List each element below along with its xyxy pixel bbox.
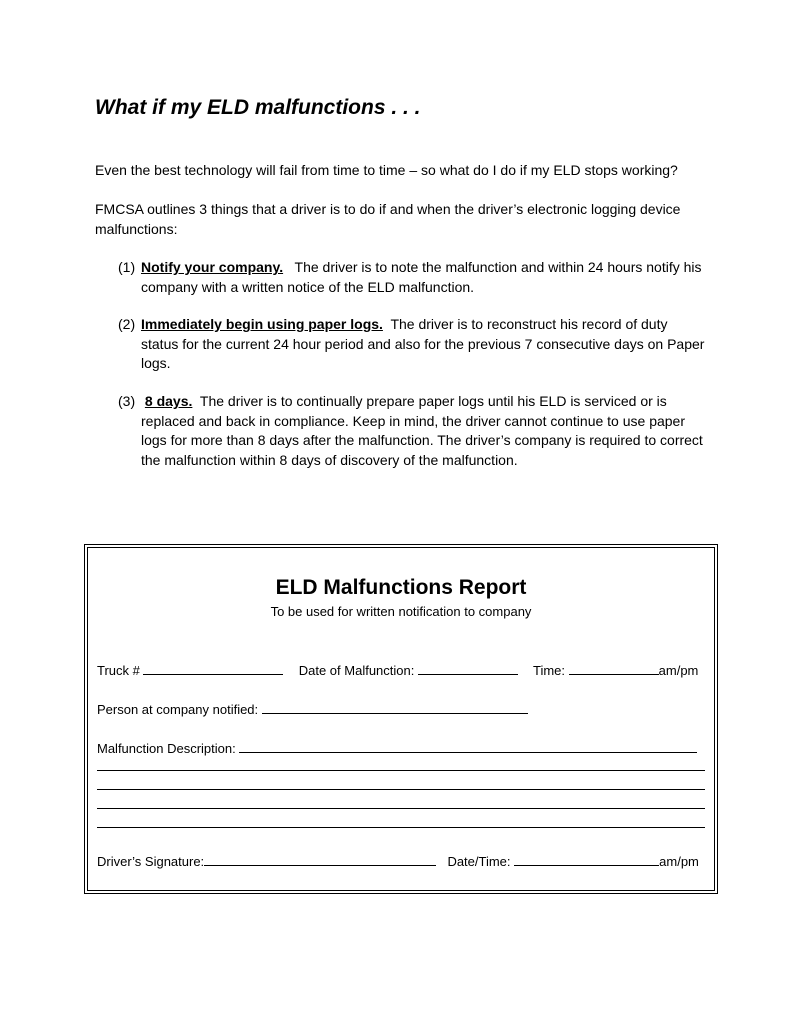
- description-line[interactable]: [97, 770, 705, 771]
- signature-label: Driver’s Signature:: [97, 854, 205, 869]
- person-field[interactable]: [262, 701, 528, 714]
- step-lead: Immediately begin using paper logs.: [141, 316, 383, 332]
- description-line[interactable]: [97, 827, 705, 828]
- step-lead: 8 days.: [144, 393, 193, 409]
- ampm-label: am/pm: [659, 854, 699, 869]
- datetime-label: Date/Time:: [447, 854, 511, 869]
- step-number: (1): [118, 259, 136, 275]
- description-line[interactable]: [97, 789, 705, 790]
- time-label: Time:: [533, 663, 566, 678]
- signature-field[interactable]: [204, 853, 436, 866]
- malfunction-report-form: [84, 544, 718, 894]
- truck-field[interactable]: [143, 662, 283, 675]
- step-number: (3): [118, 393, 136, 409]
- step-body: The driver is to continually prepare paper logs until his ELD is serviced or is replaced and back in compliance. Keep in mind, the driver cannot continue to use paper logs for more than 8 days after the malfunction. The driver’s company is required to correct the malfunction within 8 days of discovery of the malfunction.: [141, 393, 703, 468]
- step-2: [118, 315, 708, 374]
- datetime-field[interactable]: [514, 853, 659, 866]
- time-field[interactable]: [569, 662, 659, 675]
- signature-row: [97, 853, 699, 870]
- step-3: [118, 392, 708, 470]
- person-label: Person at company notified:: [97, 702, 259, 717]
- step-1: [118, 258, 708, 297]
- truck-row: [97, 662, 698, 679]
- step-body: The driver is to note the malfunction and within 24 hours notify his company with a written notice of the ELD malfunction.: [141, 259, 702, 295]
- ampm-label: am/pm: [658, 663, 699, 678]
- description-line[interactable]: [97, 808, 705, 809]
- description-label: Malfunction Description:: [97, 741, 236, 756]
- step-body: The driver is to reconstruct his record of duty status for the current 24 hour period and also for the previous 7 consecutive days on Paper logs.: [141, 316, 705, 371]
- date-field[interactable]: [418, 662, 518, 675]
- step-lead: Notify your company.: [141, 259, 284, 275]
- truck-label: Truck #: [97, 663, 140, 678]
- person-row: [97, 701, 528, 718]
- report-title: ELD Malfunctions Report: [275, 576, 527, 599]
- page-title: What if my ELD malfunctions . . .: [95, 96, 421, 119]
- intro-paragraph: Even the best technology will fail from time to time – so what do I do if my ELD stops working?: [95, 162, 678, 178]
- description-row: [97, 740, 697, 757]
- description-field[interactable]: [239, 740, 697, 753]
- outline-paragraph: FMCSA outlines 3 things that a driver is to do if and when the driver’s electronic logging device malfunctions:: [95, 201, 681, 237]
- report-subtitle: To be used for written notification to company: [270, 604, 532, 619]
- date-label: Date of Malfunction:: [298, 663, 415, 678]
- step-number: (2): [118, 316, 136, 332]
